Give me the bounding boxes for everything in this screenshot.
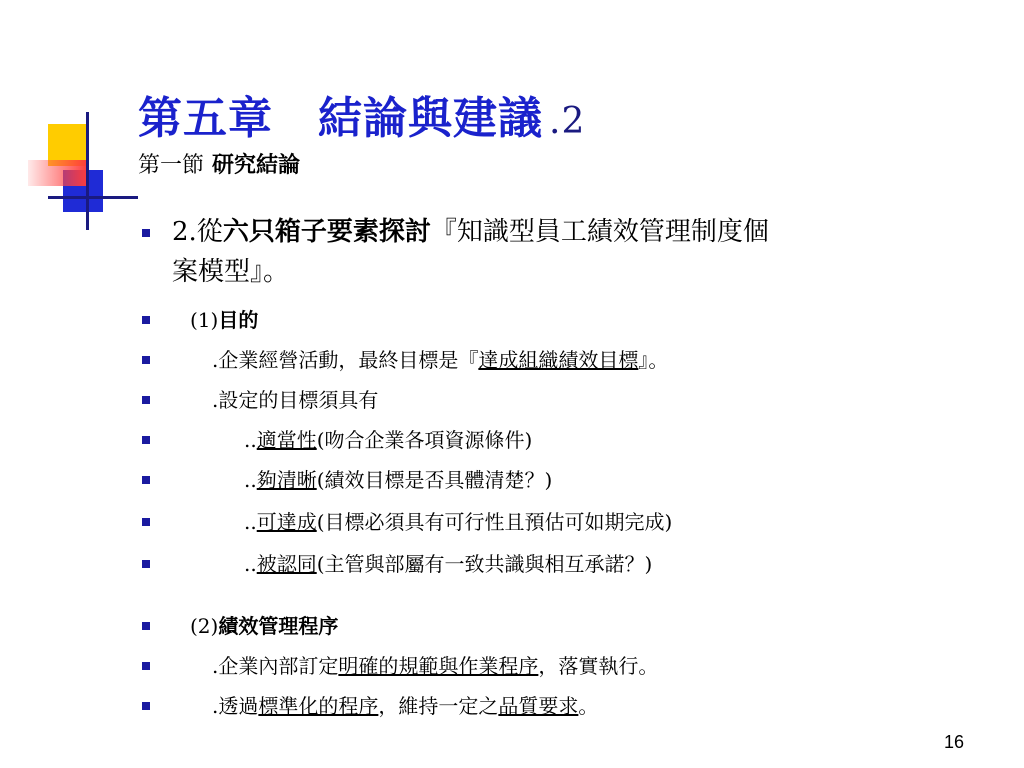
bullet-suffix: ，落實執行。 [538, 654, 659, 678]
bullet-prefix: .透過 [212, 694, 259, 718]
bullet-prefix: .. [244, 468, 257, 492]
bullet-marker [142, 356, 150, 364]
deco-horizontal-line [48, 196, 138, 199]
subtitle-prefix: 第一節 [138, 153, 205, 178]
bullet-text [244, 508, 672, 536]
bullet-underlined: 標準化的程序 [258, 694, 379, 718]
bullet-text: .設定的目標須具有 [212, 388, 379, 412]
bullet-text [190, 306, 258, 334]
bullet-marker [142, 436, 150, 444]
title-suffix: .2 [549, 101, 586, 142]
bullet-rest: 『知識型員工績效管理制度個 [430, 217, 769, 247]
subtitle-bold: 研究結論 [212, 152, 301, 178]
bullet-marker [142, 316, 150, 324]
bullet-underlined: 被認同 [256, 552, 317, 576]
slide-title [138, 82, 585, 146]
bullet-marker [142, 396, 150, 404]
bullet-suffix: (吻合企業各項資源條件) [316, 428, 533, 452]
bullet-marker [142, 476, 150, 484]
bullet-text [212, 346, 668, 374]
title-main: 第五章 結論與建議 [138, 93, 543, 144]
bullet-text [244, 550, 652, 578]
bullet-prefix: .企業內部訂定 [212, 654, 339, 678]
bullet-suffix: 』。 [638, 348, 669, 372]
bullet-text [244, 426, 532, 454]
bullet-text-line2: 案模型』。 [172, 257, 290, 287]
bullet-suffix: (目標必須具有可行性且預估可如期完成) [316, 510, 673, 534]
bullet-underlined: 可達成 [256, 510, 317, 534]
bullet-marker [142, 229, 150, 237]
bullet-text [212, 652, 658, 680]
bullet-prefix: (1) [190, 308, 219, 332]
bullet-underlined: 達成組織績效目標 [478, 348, 639, 372]
bullet-bold-text: 目的 [218, 308, 259, 332]
bullet-marker [142, 518, 150, 526]
bullet-text [212, 692, 598, 720]
bullet-text [190, 612, 338, 640]
bullet-text [244, 466, 552, 494]
bullet-prefix: .. [244, 552, 257, 576]
deco-vertical-line [86, 112, 89, 230]
bullet-marker [142, 622, 150, 630]
bullet-prefix: (2) [190, 614, 219, 638]
bullet-prefix: 2.從 [172, 217, 223, 247]
bullet-marker [142, 560, 150, 568]
bullet-bold-text: 績效管理程序 [218, 614, 339, 638]
bullet-prefix: .. [244, 510, 257, 534]
bullet-prefix: .. [244, 428, 257, 452]
bullet-suffix: 。 [578, 694, 599, 718]
bullet-marker [142, 702, 150, 710]
bullet-marker [142, 662, 150, 670]
bullet-suffix: (主管與部屬有一致共識與相互承諾？) [316, 552, 653, 576]
bullet-underlined: 明確的規範與作業程序 [338, 654, 539, 678]
bullet-bold-text: 六只箱子要素探討 [222, 217, 431, 247]
bullet-suffix: (績效目標是否具體清楚？) [316, 468, 553, 492]
bullet-underlined: 夠清晰 [256, 468, 317, 492]
slide-subtitle [138, 148, 300, 179]
bullet-middle: ，維持一定之 [378, 694, 499, 718]
bullet-underlined: 品質要求 [498, 694, 579, 718]
deco-red-bar [28, 160, 88, 186]
bullet-underlined: 適當性 [256, 428, 317, 452]
bullet-text [172, 212, 769, 252]
bullet-prefix: .企業經營活動，最終目標是『 [212, 348, 479, 372]
page-number: 16 [943, 732, 964, 752]
